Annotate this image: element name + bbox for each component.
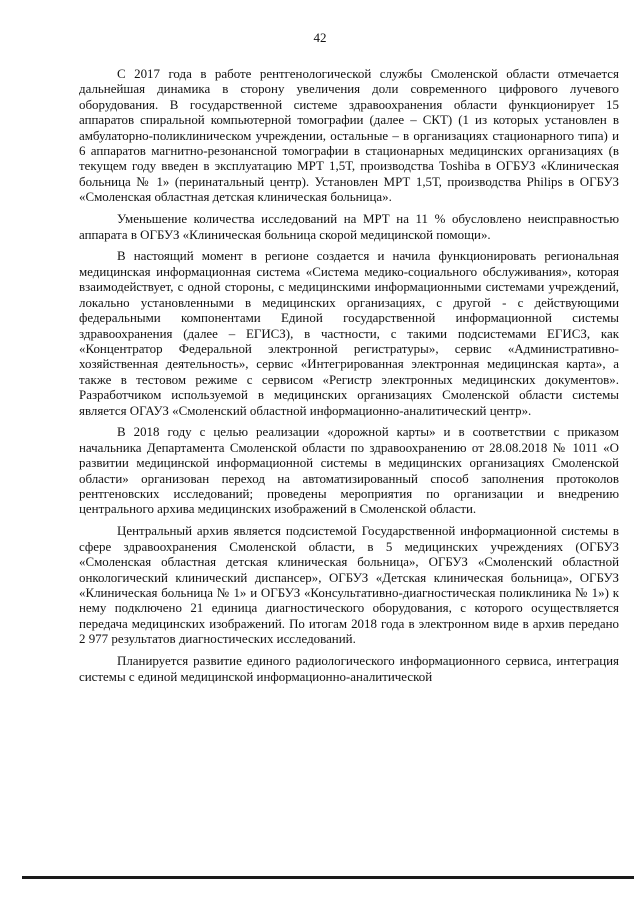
paragraph: Уменьшение количества исследований на МРТ на 11 % обусловлено неисправностью аппарата в ОГБУЗ «Клиническая больница скорой медицинской помощи». xyxy=(79,211,619,242)
bottom-rule xyxy=(22,876,634,879)
document-body xyxy=(79,66,619,690)
paragraph: С 2017 года в работе рентгенологической службы Смоленской области отмечается дальнейшая динамика в сторону увеличения доли современного цифрового лучевого оборудования. В государственной системе здравоохранения области функционирует 15 аппаратов спиральной компьютерной томографии (далее – СКТ) (1 из которых установлен в амбулаторно-поликлиническом учреждении, остальные – в организациях стационарного типа) и 6 аппаратов магнитно-резонансной томографии в стационарных медицинских организациях (в текущем году введен в эксплуатацию МРТ 1,5Т, производства Toshiba в ОГБУЗ «Клиническая больница № 1» (перинатальный центр). Установлен МРТ 1,5Т, производства Philips в ОГБУЗ «Смоленская областная детская клиническая больница». xyxy=(79,66,619,205)
paragraph: В настоящий момент в регионе создается и начила функционировать региональная медицинская информационная система «Система медико-социального обслуживания», которая взаимодействует, с одной стороны, с медицинскими информационными системами учреждений, локально установленными в медицинских организациях, с другой - с действующими федеральными компонентами Единой государственной информационной системы здравоохранения (далее – ЕГИСЗ), в частности, с такими подсистемами ЕГИСЗ, как «Концентратор Федеральной электронной регистратуры», сервис «Административно-хозяйственная деятельность», сервис «Интегрированная электронная медицинская карта», а также в тестовом режиме с сервисом «Регистр электронных медицинских документов». Разработчиком используемой в медицинских организациях Смоленской области системы является ОГАУЗ «Смоленский областной информационно-аналитический центр». xyxy=(79,248,619,418)
paragraph: Планируется развитие единого радиологического информационного сервиса, интеграция системы с единой медицинской информационно-аналитической xyxy=(79,653,619,684)
page-number: 42 xyxy=(313,30,327,45)
paragraph: В 2018 году с целью реализации «дорожной карты» и в соответствии с приказом начальника Департамента Смоленской области по здравоохранению от 28.08.2018 № 1011 «О развитии медицинской информационной системы в медицинских организациях Смоленской области» организован переход на автоматизированный способ заполнения протоколов рентгеновских исследований; проведены мероприятия по организации и внедрению центрального архива медицинских изображений в Смоленской области. xyxy=(79,424,619,517)
paragraph: Центральный архив является подсистемой Государственной информационной системы в сфере здравоохранения Смоленской области, в 5 медицинских учреждениях (ОГБУЗ «Смоленская областная детская клиническая больница», ОГБУЗ «Смоленский областной онкологический клинический диспансер», ОГБУЗ «Детская клиническая больница», ОГБУЗ «Клиническая больница № 1» и ОГБУЗ «Консультативно-диагностическая поликлиника № 1») к нему подключено 21 единица диагностического оборудования, с которого осуществляется передача медицинских изображений. По итогам 2018 года в электронном виде в архив передано 2 977 результатов диагностических исследований. xyxy=(79,523,619,647)
